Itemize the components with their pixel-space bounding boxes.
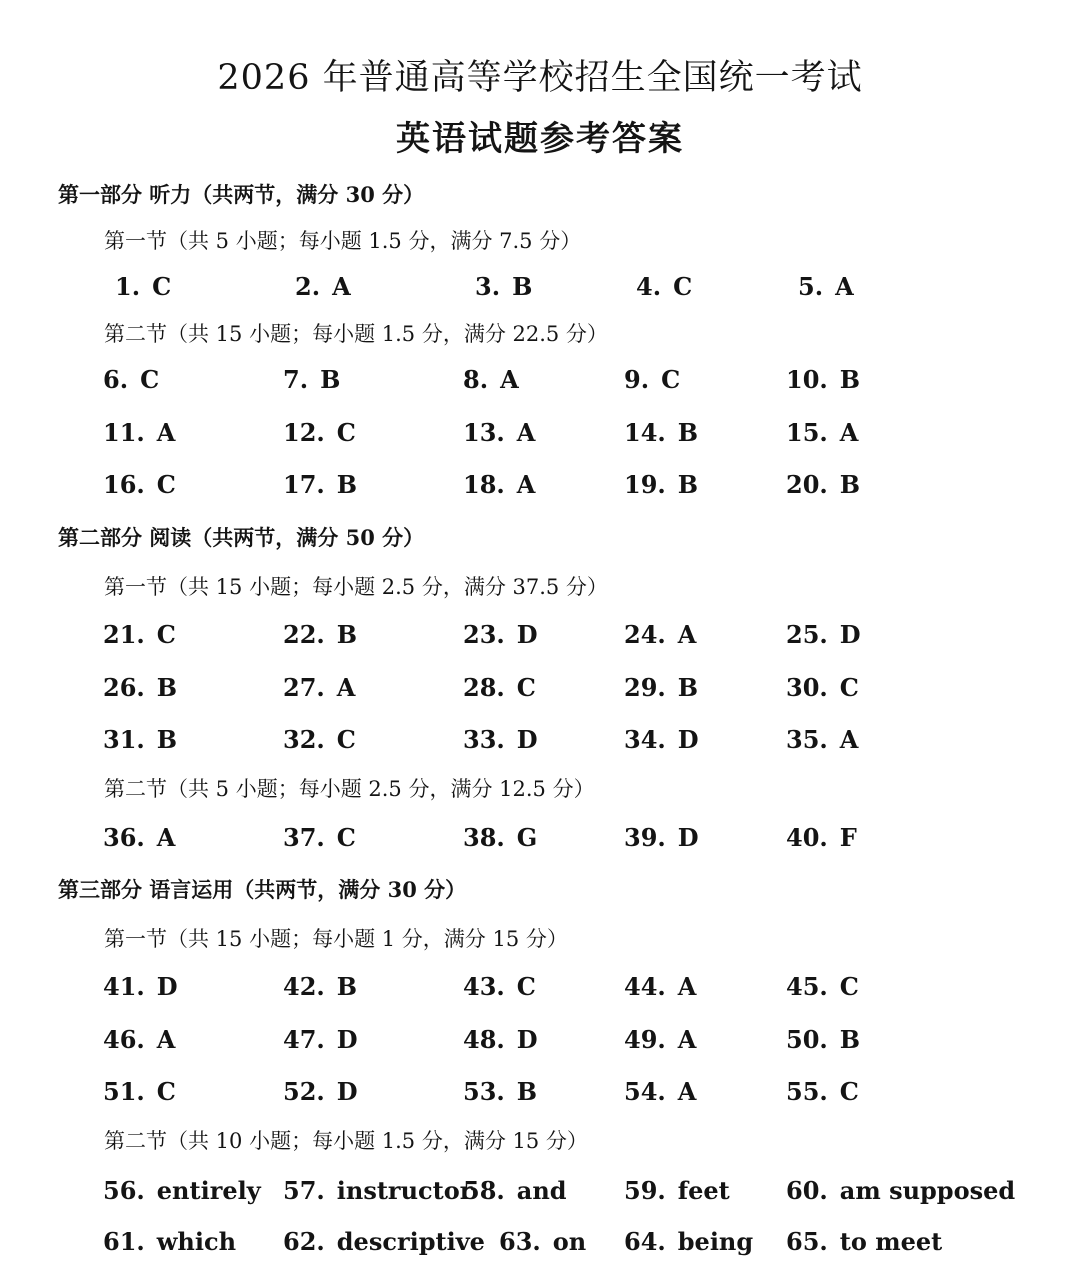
- question-number: 3.: [475, 272, 501, 301]
- answer-item: [786, 1024, 860, 1056]
- answer-item: [786, 822, 857, 854]
- answer-value: C: [839, 972, 859, 1001]
- answer-item: [499, 1226, 586, 1258]
- answer-value: C: [156, 620, 176, 649]
- answer-item: [624, 1226, 753, 1258]
- answer-item: [103, 1226, 236, 1258]
- question-number: 30.: [786, 672, 828, 702]
- question-number: 10.: [786, 365, 828, 394]
- answer-item: [624, 1175, 730, 1207]
- question-number: 45.: [786, 972, 828, 1001]
- question-number: 9.: [624, 365, 650, 394]
- answer-item: [624, 672, 698, 704]
- question-number: 42.: [283, 972, 325, 1001]
- question-number: 54.: [624, 1077, 666, 1106]
- answer-value: D: [677, 823, 699, 852]
- section-heading: 第一节（共 15 小题；每小题 2.5 分，满分 37.5 分）: [104, 575, 608, 599]
- answer-item: [103, 971, 178, 1003]
- question-number: 49.: [624, 1024, 666, 1054]
- answer-item: [103, 724, 177, 756]
- answer-item: [283, 469, 357, 501]
- question-number: 28.: [463, 672, 505, 702]
- answer-item: [103, 364, 159, 396]
- question-number: 39.: [624, 823, 666, 852]
- answer-value: D: [336, 1077, 358, 1106]
- answer-item: [283, 364, 340, 396]
- section-heading: 第二节（共 15 小题；每小题 1.5 分，满分 22.5 分）: [104, 322, 608, 346]
- answer-item: [103, 1024, 175, 1056]
- answer-item: [103, 672, 177, 704]
- answer-value: am supposed: [839, 1176, 1016, 1205]
- answer-item: [463, 672, 536, 704]
- question-number: 57.: [283, 1176, 325, 1205]
- answer-item: [103, 1175, 261, 1207]
- answer-value: B: [677, 470, 699, 499]
- answer-value: B: [677, 417, 699, 447]
- answer-value: C: [673, 272, 693, 301]
- answer-value: C: [156, 1077, 176, 1106]
- answer-value: F: [839, 823, 857, 852]
- answer-value: C: [336, 725, 356, 754]
- answer-item: [295, 271, 351, 303]
- answer-value: B: [516, 1077, 538, 1106]
- answer-item: [283, 1226, 485, 1258]
- answer-item: [786, 672, 859, 704]
- answer-item: [463, 1076, 537, 1108]
- question-number: 26.: [103, 672, 145, 702]
- answer-item: [463, 1175, 567, 1207]
- question-number: 63.: [499, 1227, 541, 1256]
- question-number: 37.: [283, 823, 325, 852]
- answer-value: C: [839, 672, 859, 702]
- question-number: 21.: [103, 620, 145, 649]
- answer-item: [103, 1076, 176, 1108]
- answer-value: A: [332, 272, 351, 301]
- question-number: 1.: [115, 272, 141, 301]
- question-number: 8.: [463, 365, 489, 394]
- answer-item: [463, 619, 538, 651]
- answer-item: [115, 271, 171, 303]
- question-number: 29.: [624, 672, 666, 702]
- answer-value: D: [839, 620, 861, 649]
- answer-value: feet: [677, 1176, 730, 1205]
- question-number: 16.: [103, 470, 145, 499]
- answer-value: which: [156, 1227, 237, 1256]
- question-number: 48.: [463, 1024, 505, 1054]
- answer-value: A: [839, 725, 859, 754]
- answer-value: A: [336, 672, 356, 702]
- question-number: 64.: [624, 1227, 666, 1256]
- answer-item: [283, 822, 356, 854]
- question-number: 4.: [636, 272, 662, 301]
- part-heading-listening: 第一部分 听力（共两节，满分 30 分）: [58, 182, 425, 207]
- question-number: 31.: [103, 725, 145, 754]
- answer-value: B: [512, 272, 533, 301]
- question-number: 18.: [463, 470, 505, 499]
- answer-item: [463, 724, 538, 756]
- question-number: 35.: [786, 725, 828, 754]
- question-number: 61.: [103, 1227, 145, 1256]
- answer-item: [283, 1175, 472, 1207]
- answer-value: descriptive: [336, 1227, 485, 1256]
- question-number: 24.: [624, 620, 666, 649]
- answer-value: D: [336, 1024, 358, 1054]
- question-number: 22.: [283, 620, 325, 649]
- answer-value: A: [677, 972, 697, 1001]
- section-heading: 第一节（共 15 小题；每小题 1 分，满分 15 分）: [104, 927, 568, 951]
- question-number: 2.: [295, 272, 321, 301]
- answer-value: A: [500, 365, 519, 394]
- answer-item: [624, 971, 696, 1003]
- answer-item: [786, 417, 858, 449]
- answer-item: [786, 364, 860, 396]
- answer-item: [103, 417, 175, 449]
- answer-value: D: [156, 972, 178, 1001]
- answer-value: B: [839, 470, 861, 499]
- answer-value: A: [839, 417, 859, 447]
- question-number: 25.: [786, 620, 828, 649]
- answer-value: D: [516, 725, 538, 754]
- answer-value: C: [140, 365, 160, 394]
- question-number: 51.: [103, 1077, 145, 1106]
- answer-item: [624, 1024, 696, 1056]
- answer-item: [283, 724, 356, 756]
- part-heading-language-use: 第三部分 语言运用（共两节，满分 30 分）: [58, 877, 467, 902]
- question-number: 14.: [624, 417, 666, 447]
- answer-value: B: [839, 365, 861, 394]
- answer-item: [624, 469, 698, 501]
- question-number: 59.: [624, 1176, 666, 1205]
- question-number: 15.: [786, 417, 828, 447]
- answer-item: [786, 469, 860, 501]
- question-number: 32.: [283, 725, 325, 754]
- question-number: 23.: [463, 620, 505, 649]
- answer-value: and: [516, 1176, 567, 1205]
- answer-value: A: [156, 823, 176, 852]
- answer-value: C: [336, 823, 356, 852]
- answer-value: A: [156, 1024, 176, 1054]
- question-number: 11.: [103, 417, 145, 447]
- answer-item: [624, 724, 699, 756]
- answer-value: D: [677, 725, 699, 754]
- answer-item: [786, 1076, 859, 1108]
- answer-item: [463, 822, 537, 854]
- document-title: 2026 年普通高等学校招生全国统一考试: [217, 58, 863, 98]
- answer-value: D: [516, 1024, 538, 1054]
- answer-value: C: [661, 365, 681, 394]
- answer-item: [624, 1076, 696, 1108]
- answer-item: [798, 271, 854, 303]
- answer-item: [463, 417, 535, 449]
- question-number: 52.: [283, 1077, 325, 1106]
- answer-item: [636, 271, 692, 303]
- answer-item: [624, 619, 696, 651]
- answer-value: A: [516, 417, 536, 447]
- answer-item: [103, 822, 175, 854]
- question-number: 58.: [463, 1176, 505, 1205]
- answer-item: [283, 971, 357, 1003]
- section-heading: 第二节（共 5 小题；每小题 2.5 分，满分 12.5 分）: [104, 777, 595, 801]
- question-number: 56.: [103, 1176, 145, 1205]
- answer-value: to meet: [839, 1227, 943, 1256]
- document-subtitle: 英语试题参考答案: [396, 119, 684, 159]
- question-number: 38.: [463, 823, 505, 852]
- question-number: 44.: [624, 972, 666, 1001]
- question-number: 41.: [103, 972, 145, 1001]
- answer-value: D: [516, 620, 538, 649]
- answer-item: [103, 469, 176, 501]
- question-number: 62.: [283, 1227, 325, 1256]
- answer-item: [463, 971, 536, 1003]
- answer-value: B: [336, 620, 358, 649]
- answer-value: B: [336, 972, 358, 1001]
- question-number: 19.: [624, 470, 666, 499]
- answer-value: entirely: [156, 1176, 261, 1205]
- answer-item: [624, 417, 698, 449]
- question-number: 65.: [786, 1227, 828, 1256]
- answer-value: instructor: [336, 1176, 473, 1205]
- answer-item: [283, 1024, 358, 1056]
- answer-value: B: [839, 1024, 861, 1054]
- question-number: 40.: [786, 823, 828, 852]
- answer-value: A: [677, 1024, 697, 1054]
- question-number: 33.: [463, 725, 505, 754]
- answer-value: A: [677, 620, 697, 649]
- answer-item: [283, 672, 355, 704]
- question-number: 27.: [283, 672, 325, 702]
- section-heading: 第一节（共 5 小题；每小题 1.5 分，满分 7.5 分）: [104, 229, 582, 253]
- answer-item: [624, 364, 680, 396]
- question-number: 55.: [786, 1077, 828, 1106]
- answer-value: B: [156, 725, 178, 754]
- answer-item: [463, 364, 519, 396]
- question-number: 5.: [798, 272, 824, 301]
- answer-item: [786, 971, 859, 1003]
- question-number: 53.: [463, 1077, 505, 1106]
- question-number: 6.: [103, 365, 129, 394]
- answer-value: A: [516, 470, 536, 499]
- question-number: 46.: [103, 1024, 145, 1054]
- question-number: 17.: [283, 470, 325, 499]
- answer-value: C: [156, 470, 176, 499]
- question-number: 50.: [786, 1024, 828, 1054]
- answer-item: [283, 619, 357, 651]
- answer-value: C: [152, 272, 172, 301]
- answer-value: B: [677, 672, 699, 702]
- answer-item: [475, 271, 532, 303]
- answer-value: B: [336, 470, 358, 499]
- question-number: 34.: [624, 725, 666, 754]
- section-heading: 第二节（共 10 小题；每小题 1.5 分，满分 15 分）: [104, 1129, 588, 1153]
- question-number: 12.: [283, 417, 325, 447]
- answer-item: [283, 1076, 358, 1108]
- question-number: 47.: [283, 1024, 325, 1054]
- answer-value: A: [835, 272, 854, 301]
- answer-item: [103, 619, 176, 651]
- question-number: 20.: [786, 470, 828, 499]
- question-number: 13.: [463, 417, 505, 447]
- question-number: 60.: [786, 1176, 828, 1205]
- answer-item: [624, 822, 699, 854]
- answer-value: C: [516, 972, 536, 1001]
- answer-item: [786, 619, 861, 651]
- question-number: 36.: [103, 823, 145, 852]
- answer-value: C: [516, 672, 536, 702]
- question-number: 7.: [283, 365, 309, 394]
- answer-value: B: [320, 365, 341, 394]
- answer-value: on: [552, 1227, 587, 1256]
- answer-value: being: [677, 1227, 754, 1256]
- answer-value: C: [839, 1077, 859, 1106]
- answer-value: A: [677, 1077, 697, 1106]
- answer-item: [463, 469, 535, 501]
- answer-item: [786, 724, 858, 756]
- question-number: 43.: [463, 972, 505, 1001]
- answer-value: C: [336, 417, 356, 447]
- answer-item: [786, 1175, 1015, 1207]
- answer-item: [786, 1226, 942, 1258]
- answer-value: G: [516, 823, 538, 852]
- answer-value: B: [156, 672, 178, 702]
- answer-item: [463, 1024, 538, 1056]
- part-heading-reading: 第二部分 阅读（共两节，满分 50 分）: [58, 525, 425, 550]
- answer-value: A: [156, 417, 176, 447]
- answer-item: [283, 417, 356, 449]
